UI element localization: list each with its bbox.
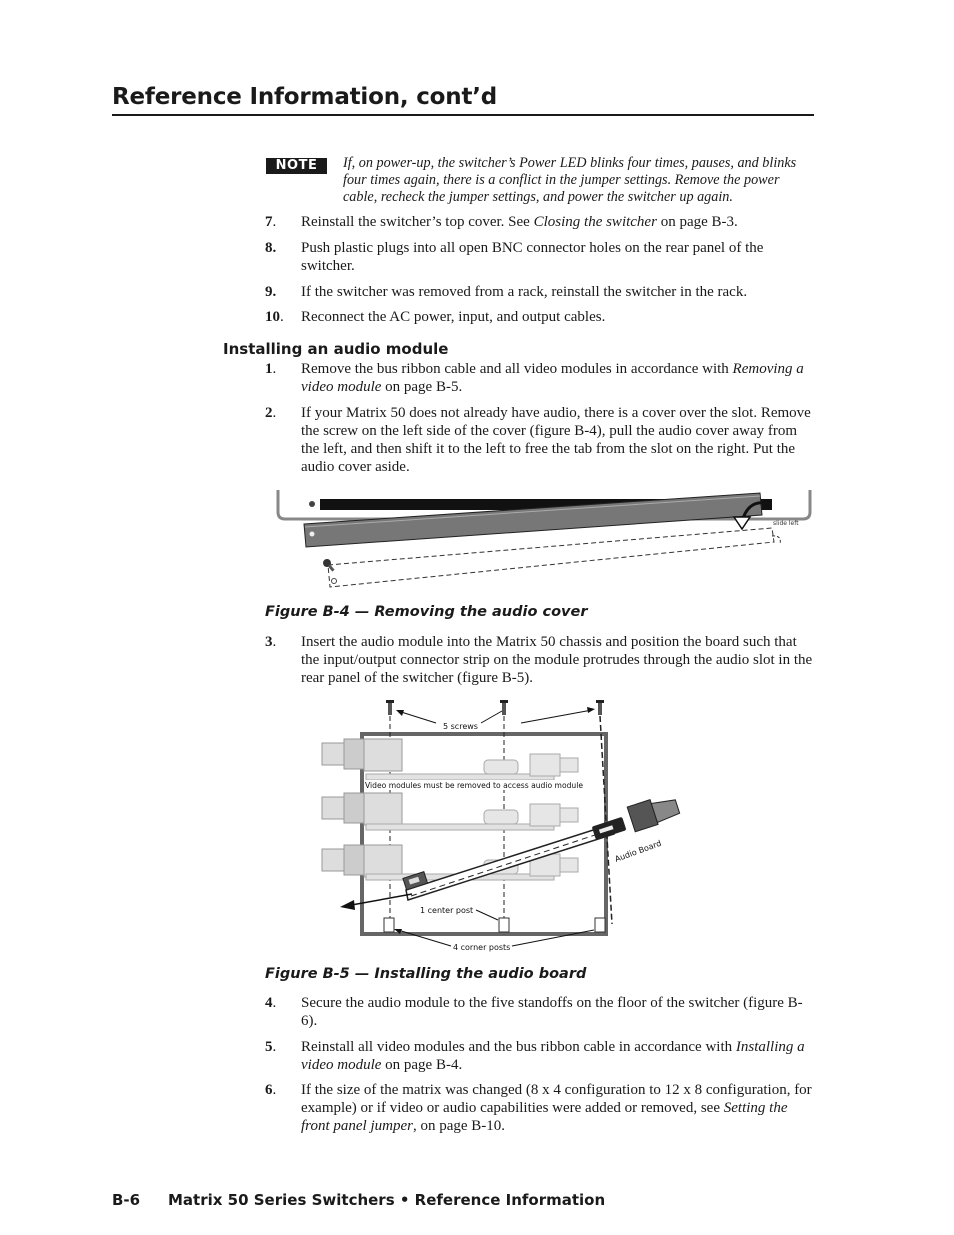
step-9 (265, 283, 813, 301)
step-number: 5. (265, 1039, 277, 1055)
audio-connector-strip (627, 792, 681, 832)
cover-screw-hole (310, 532, 315, 537)
step-number: 10. (265, 309, 284, 325)
page-title: Reference Information, cont’d (112, 84, 498, 110)
step-number: 9. (265, 284, 277, 300)
step-text: Remove the bus ribbon cable and all video modules in accordance with Removing a video module on page B-5. (301, 361, 804, 395)
audio-step-3 (265, 633, 813, 687)
step-8 (265, 239, 813, 275)
screw-icon (500, 700, 508, 715)
pointer-line (398, 711, 436, 723)
screw-icon (596, 700, 604, 715)
module-component (484, 760, 518, 774)
bnc-connector-icon (322, 793, 402, 825)
step-text: Push plastic plugs into all open BNC connector holes on the rear panel of the switcher. (301, 240, 764, 274)
figure-b5-audio-board (316, 696, 696, 958)
module-component (560, 858, 578, 872)
screw-icon (386, 700, 394, 715)
step-text: Reinstall all video modules and the bus ribbon cable in accordance with Installing a video module on page B-4. (301, 1039, 805, 1073)
step-number: 4. (265, 995, 277, 1011)
audio-board-connector (592, 817, 627, 840)
pointer-line (476, 910, 498, 920)
arrow-left-icon (340, 900, 355, 910)
pointer-line (481, 711, 502, 723)
step-text: If the switcher was removed from a rack, reinstall the switcher in the rack. (301, 284, 748, 300)
note-text: If, on power-up, the switcher’s Power LED blinks four times, pauses, and blinks four times again, there is a conflict in the jumper settings. Remove the power cable, recheck the jumper settings, and power the switcher up again. (343, 155, 797, 205)
label-center-post: 1 center post (420, 906, 474, 915)
step-text: If your Matrix 50 does not already have audio, there is a cover over the slot. Remove the screw on the left side of the cover (figure B-4), pull the audio cover away from the left, and then shift it to the left to free the tab from the slot on the right. Put the audio cover aside. (301, 405, 811, 475)
figure-b4-caption: Figure B-4 — Removing the audio cover (265, 604, 588, 620)
step-text: Reconnect the AC power, input, and output cables. (301, 309, 606, 325)
step-number: 3. (265, 634, 277, 650)
footer-page-number: B-6 (112, 1191, 141, 1209)
figure-b5-caption: Figure B-5 — Installing the audio board (265, 966, 587, 982)
audio-board (406, 824, 614, 900)
label-video-modules: Video modules must be removed to access audio module (365, 781, 584, 790)
step-10 (265, 308, 813, 326)
title-rule (112, 114, 814, 116)
step-text: If the size of the matrix was changed (8 x 4 configuration to 12 x 8 configuration, for example) or if video or audio capabilities were added or removed, see Setting the front panel jumper, on page B-10. (301, 1082, 812, 1134)
center-post (499, 918, 509, 932)
video-module (366, 824, 554, 830)
label-screws: 5 screws (443, 722, 478, 731)
bnc-connector-icon (322, 739, 402, 771)
module-component (560, 808, 578, 822)
audio-step-2 (265, 404, 813, 476)
module-component (484, 810, 518, 824)
step-number: 1. (265, 361, 277, 377)
step-text: Reinstall the switcher’s top cover. See Closing the switcher on page B-3. (301, 214, 738, 230)
label-audio-board: Audio Board (613, 838, 663, 864)
pointer-line (521, 710, 592, 723)
label-slide-left: slide left (773, 520, 799, 527)
step-text: Secure the audio module to the five standoffs on the floor of the switcher (figure B-6). (301, 995, 803, 1029)
audio-step-4 (265, 994, 813, 1030)
module-component (530, 804, 560, 826)
section-heading: Installing an audio module (223, 340, 449, 358)
corner-post (595, 918, 605, 932)
corner-post (384, 918, 394, 932)
screw-icon (309, 501, 315, 507)
audio-step-1 (265, 360, 813, 396)
note-badge: NOTE (266, 158, 327, 174)
step-text: Insert the audio module into the Matrix 50 chassis and position the board such that the input/output connector strip on the module protrudes through the audio slot in the rear panel of the switcher (figure B-5). (301, 634, 813, 686)
arrow-head-icon (734, 517, 750, 529)
arrow-head-icon (396, 710, 404, 716)
footer-title: Matrix 50 Series Switchers • Reference Information (168, 1191, 606, 1209)
label-corner-posts: 4 corner posts (453, 943, 511, 952)
module-component (560, 758, 578, 772)
step-number: 6. (265, 1082, 277, 1098)
pointer-line (346, 894, 412, 906)
bnc-connector-icon (322, 845, 402, 877)
audio-step-6 (265, 1081, 813, 1135)
step-number: 8. (265, 240, 277, 256)
audio-step-5 (265, 1038, 813, 1074)
video-module (366, 774, 554, 780)
step-number: 2. (265, 405, 277, 421)
step-number: 7. (265, 214, 277, 230)
arrow-head-icon (587, 707, 595, 713)
figure-b4-audio-cover (272, 486, 817, 596)
module-component (530, 754, 560, 776)
step-7 (265, 213, 813, 231)
